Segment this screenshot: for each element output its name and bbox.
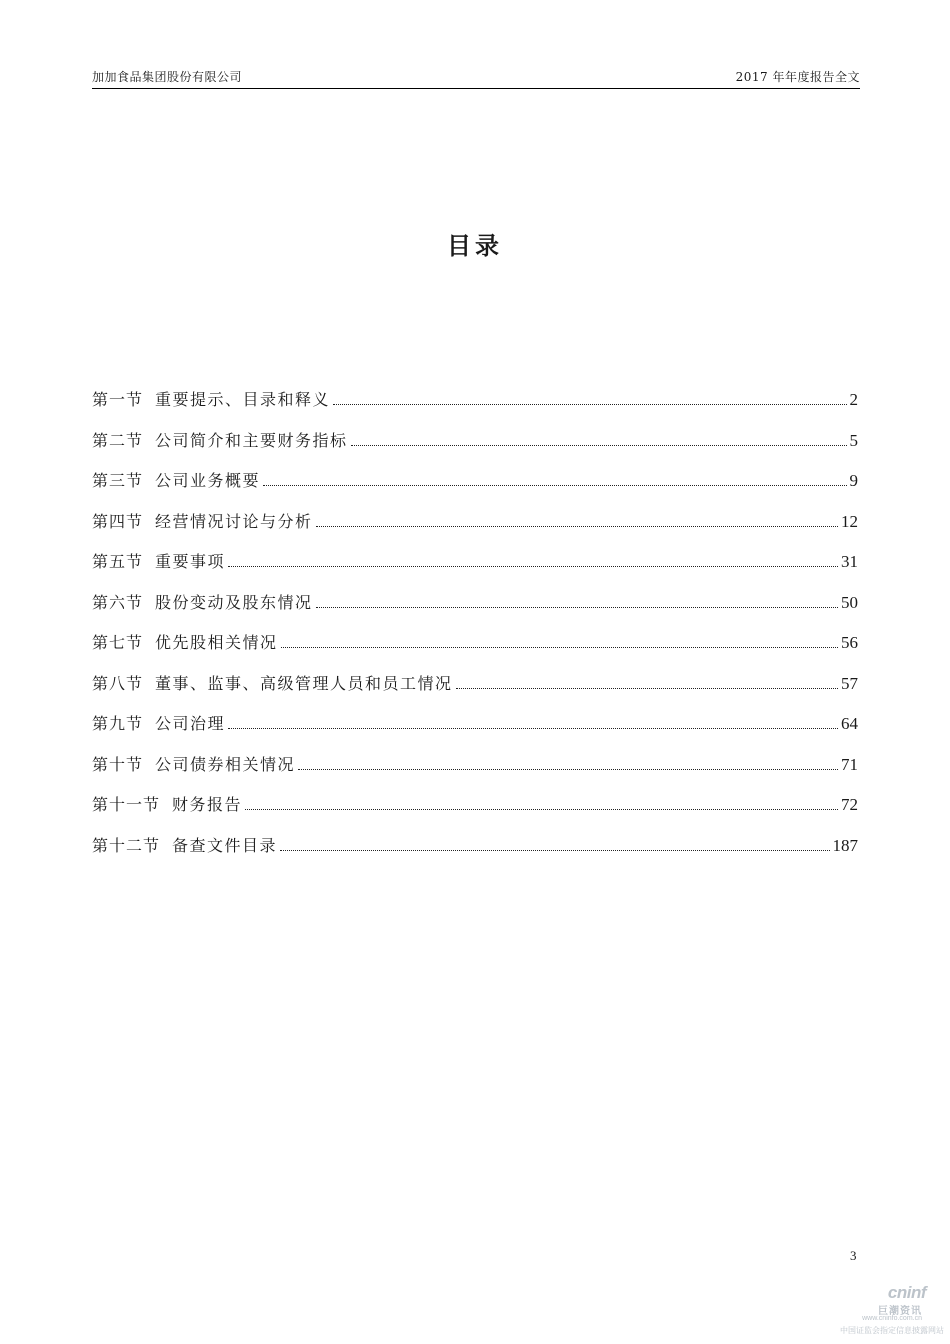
toc-section-label: 董事、监事、高级管理人员和员工情况 [155,673,453,693]
toc-leader-dots [351,445,847,446]
toc-item[interactable] [92,550,858,591]
toc-page-number: 5 [849,430,858,450]
toc-page-number: 31 [841,552,858,571]
toc-section-number: 第七节 [92,633,144,652]
watermark-url: www.cninfo.com.cn [862,1315,922,1322]
toc-page-number: 71 [841,754,858,774]
header-company-name: 加加食品集团股份有限公司 [92,70,243,84]
toc-leader-dots [263,485,846,486]
toc-leader-dots [245,809,838,810]
toc-section-label: 重要事项 [155,552,226,571]
toc-section-number: 第三节 [92,471,144,490]
toc-list [92,388,858,874]
toc-section-number: 第八节 [92,673,144,693]
toc-item[interactable] [92,793,858,834]
toc-section-label: 公司业务概要 [155,471,261,490]
toc-page-number: 9 [849,471,858,490]
toc-leader-dots [228,728,838,729]
toc-section-label: 优先股相关情况 [155,633,278,652]
toc-page-number: 50 [841,592,858,612]
toc-section-number: 第五节 [92,552,144,571]
toc-title: 目录 [447,231,503,260]
toc-leader-dots [228,566,838,567]
toc-page-number: 2 [849,390,858,409]
toc-section-label: 重要提示、目录和释义 [155,390,331,409]
toc-section-number: 第六节 [92,592,144,612]
watermark-brand-cn: 巨潮资讯 [878,1306,922,1317]
toc-section-label: 经营情况讨论与分析 [155,511,313,531]
toc-section-label: 公司简介和主要财务指标 [155,430,348,450]
toc-section-number: 第十节 [92,754,144,774]
page-number: 3 [850,1248,857,1263]
toc-item[interactable] [92,469,858,510]
toc-item[interactable] [92,429,858,470]
toc-section-number: 第十一节 [92,795,161,814]
toc-leader-dots [280,850,829,851]
cninfo-watermark [840,1283,944,1341]
toc-section-label: 股份变动及股东情况 [155,592,313,612]
toc-leader-dots [456,688,838,689]
toc-section-label: 财务报告 [172,795,243,814]
toc-item[interactable] [92,834,858,875]
toc-section-number: 第二节 [92,430,144,450]
toc-leader-dots [298,769,838,770]
toc-item[interactable] [92,591,858,632]
toc-section-number: 第一节 [92,390,144,409]
toc-item[interactable] [92,388,858,429]
watermark-logo: cninf [887,1283,926,1302]
toc-page-number: 187 [832,835,858,855]
toc-item[interactable] [92,753,858,794]
toc-leader-dots [316,607,838,608]
toc-section-label: 备查文件目录 [172,835,278,855]
toc-section-number: 第十二节 [92,835,161,855]
header-report-title: 2017 年年度报告全文 [735,70,860,84]
toc-section-label: 公司治理 [155,714,226,733]
toc-section-number: 第九节 [92,714,144,733]
toc-page-number: 64 [841,714,858,733]
toc-item[interactable] [92,672,858,713]
toc-leader-dots [281,647,838,648]
toc-item[interactable] [92,510,858,551]
toc-item[interactable] [92,631,858,672]
toc-page-number: 72 [841,795,858,814]
toc-page-number: 57 [841,673,858,693]
toc-section-label: 公司债券相关情况 [155,754,296,774]
toc-item[interactable] [92,712,858,753]
toc-page-number: 12 [841,511,858,531]
toc-page-number: 56 [841,633,858,652]
toc-leader-dots [316,526,838,527]
page-header [92,66,860,89]
watermark-tagline: 中国证监会指定信息披露网站 [840,1326,944,1335]
toc-section-number: 第四节 [92,511,144,531]
toc-leader-dots [333,404,846,405]
